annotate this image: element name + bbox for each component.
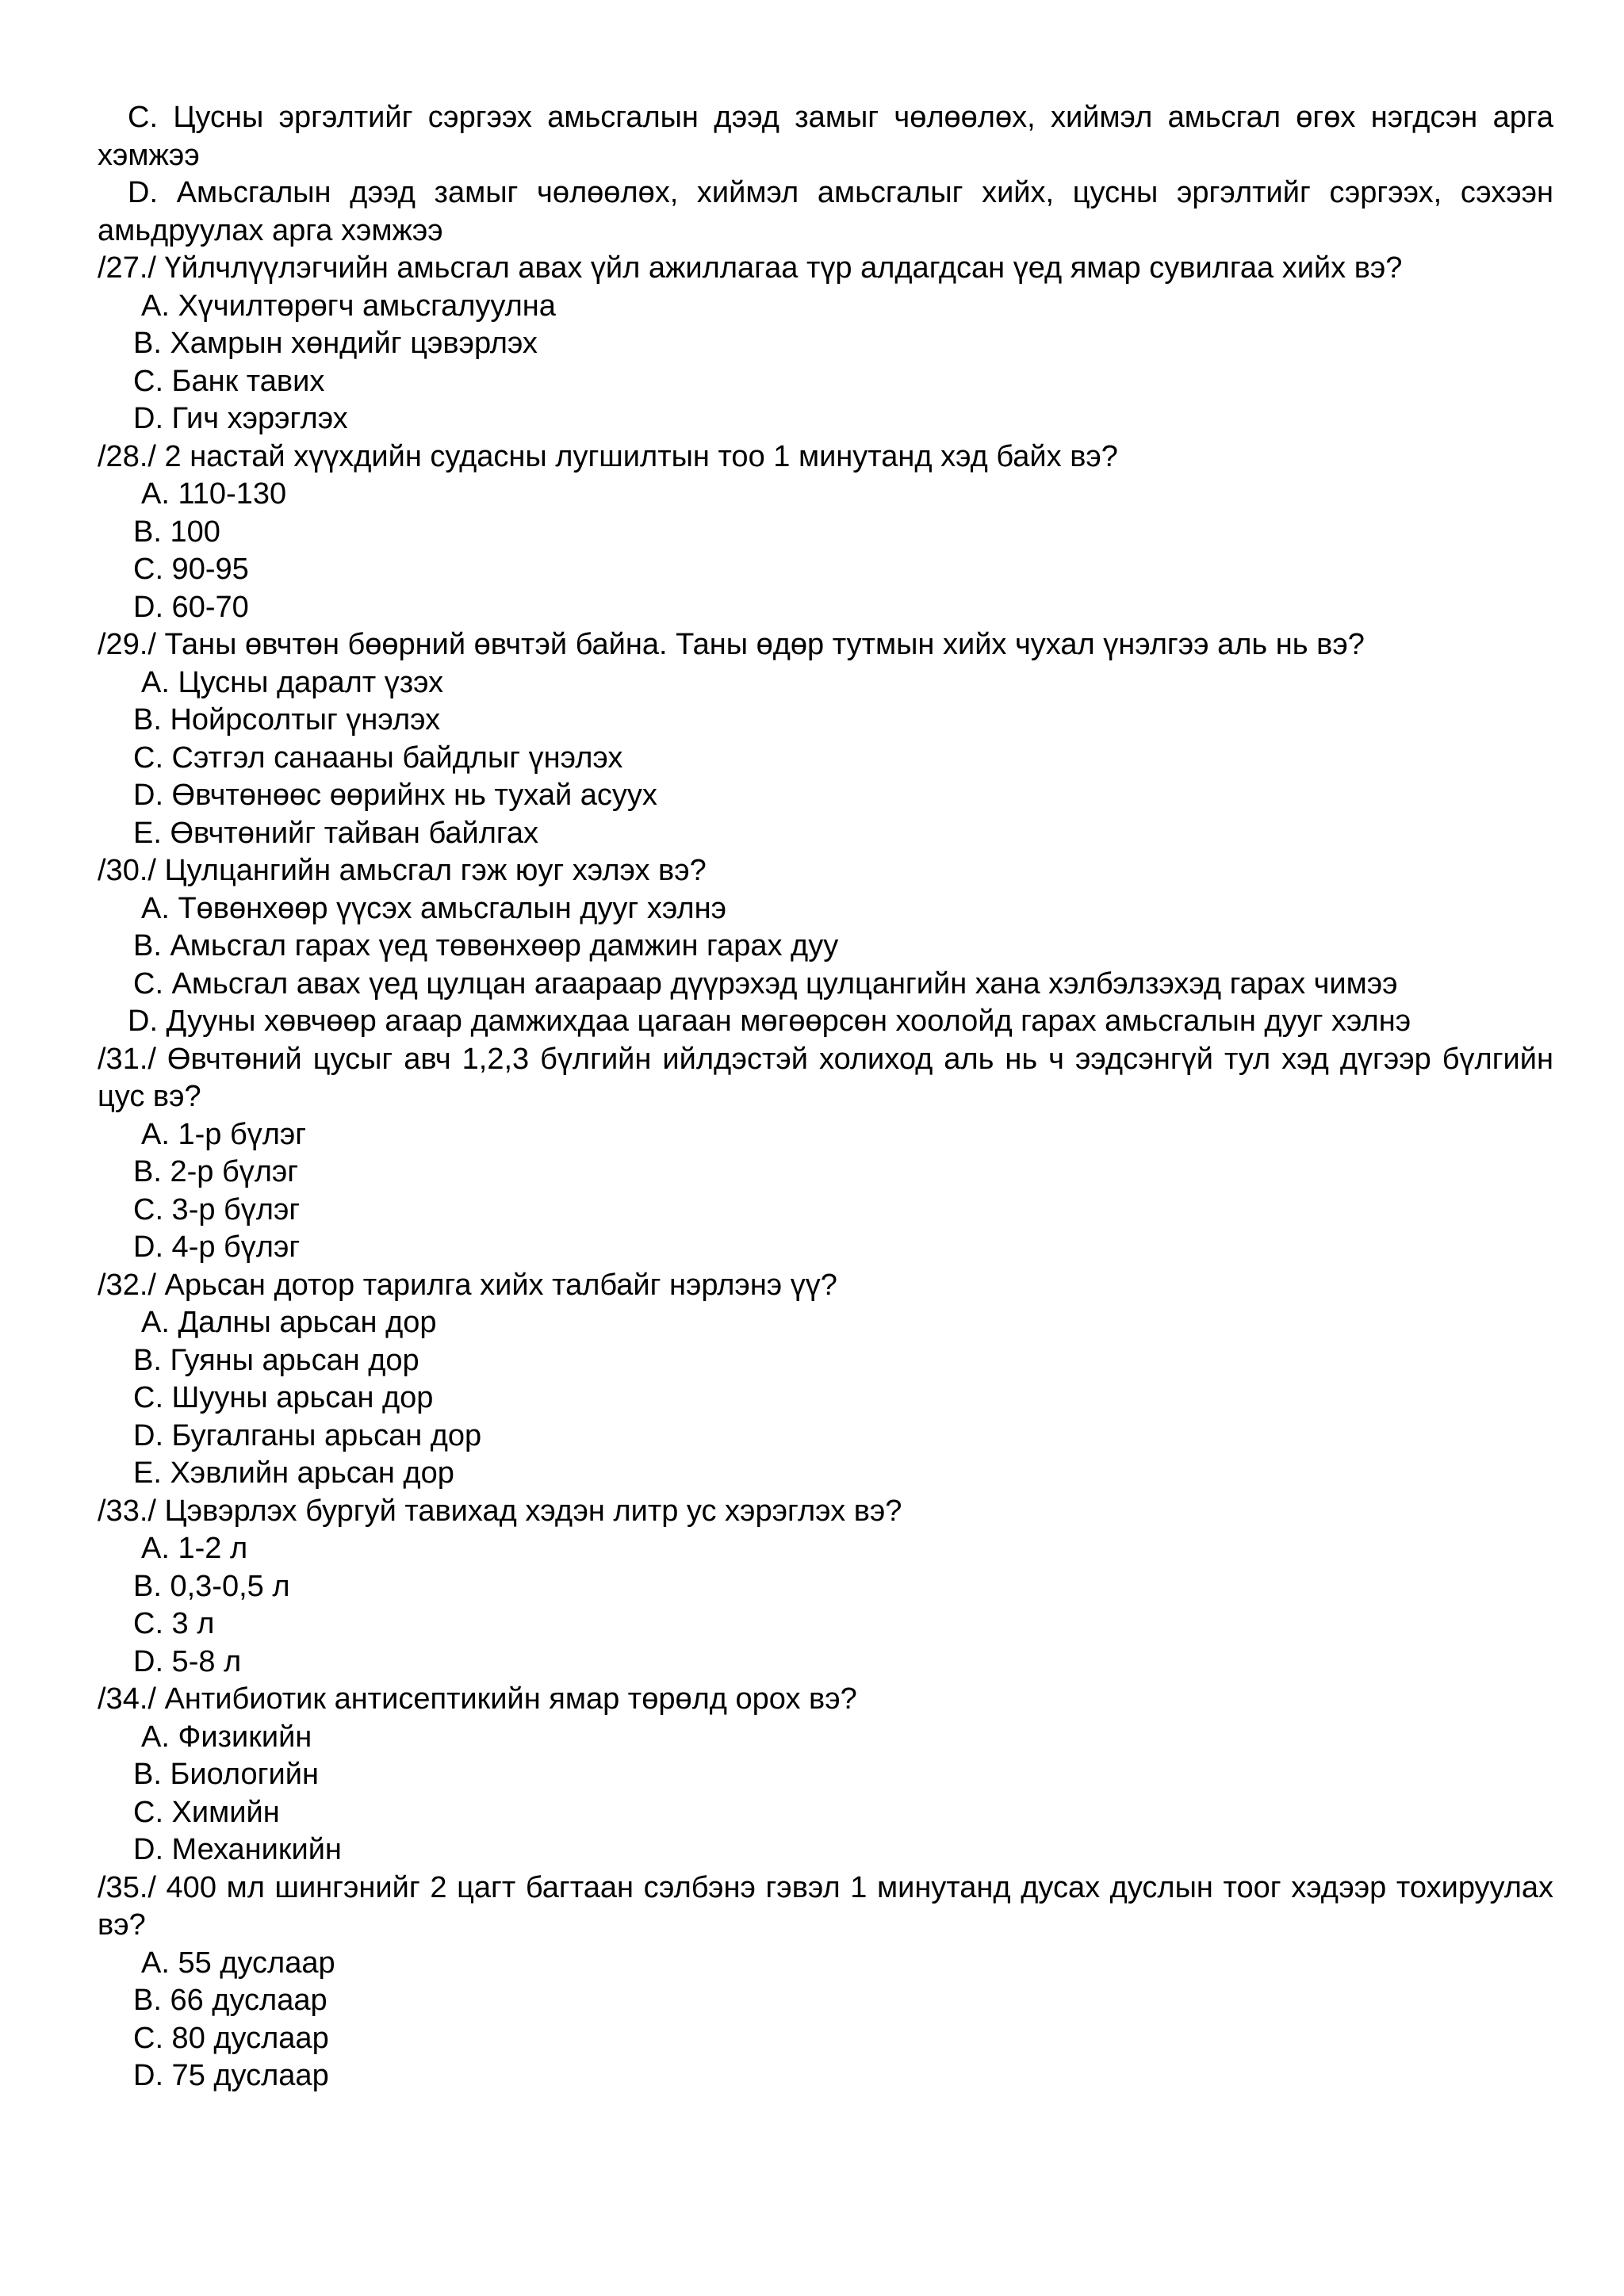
q31-option-d: D. 4-р бүлэг bbox=[133, 1230, 301, 1264]
q32-option-c: C. Шууны арьсан дор bbox=[133, 1381, 434, 1414]
q27-option-c: C. Банк тавих bbox=[133, 364, 325, 398]
q27-option-d: D. Гич хэрэглэх bbox=[133, 402, 348, 435]
q35-option-b: B. 66 дуслаар bbox=[133, 1984, 327, 2017]
q32-option-b: B. Гуяны арьсан дор bbox=[133, 1343, 419, 1377]
q29-option-a: A. Цусны даралт үзэх bbox=[141, 665, 444, 699]
question-33: /33./ Цэвэрлэх бургуй тавихад хэдэн литр ус хэрэглэх вэ? bbox=[98, 1494, 902, 1528]
q32-option-d: D. Бугалганы арьсан дор bbox=[133, 1418, 482, 1452]
question-31: /31./ Өвчтөний цусыг авч 1,2,3 бүлгийн ийлдэстэй холиход аль нь ч ээдсэнгүй тул хэд дүгээр бүлгийн цус вэ? bbox=[98, 1042, 1553, 1113]
q31-option-c: C. 3-р бүлэг bbox=[133, 1192, 301, 1226]
q32-option-a: A. Далны арьсан дор bbox=[141, 1306, 437, 1339]
q33-option-c: C. 3 л bbox=[133, 1607, 215, 1640]
q26-option-c: C. Цусны эргэлтийг сэргээх амьсгалын дээд замыг чөлөөлөх, хиймэл амьсгал өгөх нэгдсэн арга хэмжээ bbox=[98, 101, 1553, 172]
question-34: /34./ Антибиотик антисептикийн ямар төрөлд орох вэ? bbox=[98, 1682, 857, 1716]
question-32: /32./ Арьсан дотор тарилга хийх талбайг нэрлэнэ үү? bbox=[98, 1268, 837, 1302]
q30-option-d: D. Дууны хөвчөөр агаар дамжихдаа цагаан мөгөөрсөн хоолойд гарах амьсгалын дууг хэлнэ bbox=[128, 1004, 1411, 1038]
question-30: /30./ Цулцангийн амьсгал гэж юуг хэлэх вэ? bbox=[98, 854, 707, 887]
q34-option-a: A. Физикийн bbox=[141, 1720, 312, 1754]
q31-option-b: B. 2-р бүлэг bbox=[133, 1155, 299, 1188]
q30-option-c: C. Амьсгал авах үед цулцан агаараар дүүрэхэд цулцангийн хана хэлбэлзэхэд гарах чимээ bbox=[133, 966, 1398, 1001]
q33-option-d: D. 5-8 л bbox=[133, 1644, 242, 1678]
q35-option-d: D. 75 дуслаар bbox=[133, 2059, 329, 2092]
question-28: /28./ 2 настай хүүхдийн судасны лугшилтын тоо 1 минутанд хэд байх вэ? bbox=[98, 439, 1118, 473]
q30-option-b: B. Амьсгал гарах үед төвөнхөөр дамжин гарах дуу bbox=[133, 929, 839, 962]
document-content bbox=[98, 99, 1553, 2095]
q32-option-e: E. Хэвлийн арьсан дор bbox=[133, 1456, 454, 1490]
q29-option-b: B. Нойрсолтыг үнэлэх bbox=[133, 703, 441, 737]
q31-option-a: A. 1-р бүлэг bbox=[141, 1117, 307, 1151]
question-27: /27./ Үйлчлүүлэгчийн амьсгал авах үйл ажиллагаа түр алдагдсан үед ямар сувилгаа хийх вэ? bbox=[98, 251, 1403, 285]
q34-option-d: D. Механикийн bbox=[133, 1833, 342, 1866]
q34-option-c: C. Химийн bbox=[133, 1795, 280, 1829]
q27-option-a: A. Хүчилтөрөгч амьсгалуулна bbox=[141, 289, 556, 323]
q30-option-a: A. Төвөнхөөр үүсэх амьсгалын дууг хэлнэ bbox=[141, 891, 726, 925]
q35-option-c: C. 80 дуслаар bbox=[133, 2021, 329, 2055]
q29-option-c: C. Сэтгэл санааны байдлыг үнэлэх bbox=[133, 740, 623, 775]
question-29: /29./ Таны өвчтөн бөөрний өвчтэй байна. Таны өдөр тутмын хийх чухал үнэлгээ аль нь вэ? bbox=[98, 628, 1365, 661]
q33-option-a: A. 1-2 л bbox=[141, 1532, 248, 1565]
q26-option-d: D. Амьсгалын дээд замыг чөлөөлөх, хиймэл амьсгалыг хийх, цусны эргэлтийг сэргээх, сэхээн амьдруулах арга хэмжээ bbox=[98, 176, 1553, 247]
q28-option-d: D. 60-70 bbox=[133, 590, 249, 624]
q29-option-d: D. Өвчтөнөөс өөрийнх нь тухай асуух bbox=[133, 779, 657, 812]
q27-option-b: B. Хамрын хөндийг цэвэрлэх bbox=[133, 327, 538, 360]
q34-option-b: B. Биологийн bbox=[133, 1758, 319, 1791]
q28-option-c: C. 90-95 bbox=[133, 553, 249, 586]
q28-option-b: B. 100 bbox=[133, 515, 220, 549]
q29-option-e: E. Өвчтөнийг тайван байлгах bbox=[133, 816, 539, 850]
question-35: /35./ 400 мл шингэнийг 2 цагт багтаан сэлбэнэ гэвэл 1 минутанд дусах дуслын тоог хэдээр тохируулах вэ? bbox=[98, 1870, 1553, 1942]
q35-option-a: A. 55 дуслаар bbox=[141, 1946, 335, 1980]
q33-option-b: B. 0,3-0,5 л bbox=[133, 1569, 290, 1603]
q28-option-a: A. 110-130 bbox=[141, 477, 287, 511]
